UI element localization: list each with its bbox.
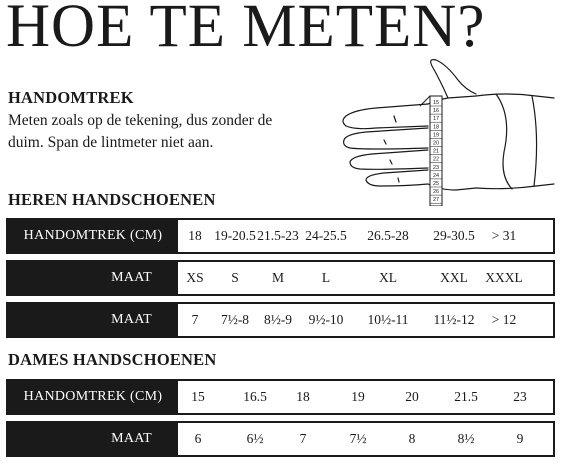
tape-mark-label: 17 bbox=[432, 116, 440, 123]
table-row bbox=[6, 260, 555, 296]
table-row bbox=[6, 218, 555, 254]
table-cell: 21.5-23 bbox=[257, 228, 299, 243]
table-cell: 16.5 bbox=[243, 389, 267, 404]
table-cell: 11½-12 bbox=[433, 312, 475, 327]
row-header: HANDOMTREK (CM) bbox=[8, 220, 178, 252]
tape-mark-label: 16 bbox=[432, 108, 440, 115]
table-cell: M bbox=[271, 270, 285, 285]
dames-size-table bbox=[6, 379, 555, 463]
tape-mark-label: 23 bbox=[432, 164, 440, 171]
table-cell: XXL bbox=[440, 270, 468, 285]
table-cell: 29-30.5 bbox=[433, 228, 475, 243]
row-header: MAAT bbox=[8, 262, 178, 294]
row-header: HANDOMTREK (CM) bbox=[8, 381, 178, 413]
page-title: HOE TE METEN? bbox=[6, 0, 486, 60]
tape-mark-label: 19 bbox=[432, 132, 440, 139]
tape-mark-label: 18 bbox=[432, 124, 440, 131]
table-row bbox=[6, 302, 555, 338]
tape-mark-label: 15 bbox=[432, 100, 440, 106]
table-cell: 7½-8 bbox=[220, 312, 250, 327]
table-cell: 6½ bbox=[246, 431, 264, 446]
table-cell: XL bbox=[379, 270, 397, 285]
table-cell: 23 bbox=[513, 389, 527, 404]
table-cell: 8½ bbox=[457, 431, 475, 446]
instruction-line-2: duim. Span de lintmeter niet aan. bbox=[8, 134, 214, 151]
table-cell: 18 bbox=[296, 389, 310, 404]
table-cell: 20 bbox=[405, 389, 419, 404]
table-cell: 24-25.5 bbox=[305, 228, 347, 243]
table-row bbox=[6, 421, 555, 457]
table-cell: 6 bbox=[194, 431, 202, 446]
table-cell: 19-20.5 bbox=[214, 228, 256, 243]
tape-mark-label: 21 bbox=[432, 148, 440, 155]
table-cell: 7 bbox=[191, 312, 199, 327]
table-cell: 15 bbox=[191, 389, 205, 404]
instruction-line-1: Meten zoals op de tekening, dus zonder de bbox=[8, 112, 273, 129]
handomtrek-heading: HANDOMTREK bbox=[8, 88, 134, 107]
table-cell: 18 bbox=[188, 228, 202, 243]
table-cell: 8½-9 bbox=[263, 312, 293, 327]
table-cell: S bbox=[231, 270, 239, 285]
table-cell: L bbox=[321, 270, 331, 285]
tape-mark-label: 24 bbox=[432, 172, 440, 179]
table-row bbox=[6, 379, 555, 415]
heren-size-table bbox=[6, 218, 555, 344]
table-cell: 9½-10 bbox=[308, 312, 344, 327]
tape-mark-label: 27 bbox=[432, 197, 440, 204]
table-cell: 19 bbox=[351, 389, 365, 404]
row-cells bbox=[178, 423, 553, 455]
table-cell: 8 bbox=[408, 431, 416, 446]
hand-measuring-illustration bbox=[336, 56, 558, 206]
tape-mark-label: 25 bbox=[432, 181, 440, 187]
row-header: MAAT bbox=[8, 423, 178, 455]
tape-mark-label: 26 bbox=[432, 189, 440, 196]
table-cell: > 12 bbox=[491, 312, 517, 327]
tape-mark-label: 20 bbox=[432, 140, 440, 147]
row-cells bbox=[178, 262, 553, 294]
table-cell: 7 bbox=[299, 431, 307, 446]
table-cell: 21.5 bbox=[454, 389, 478, 404]
table-cell: 10½-11 bbox=[367, 312, 409, 327]
tape-mark-label: 22 bbox=[432, 156, 440, 163]
dames-heading: DAMES HANDSCHOENEN bbox=[8, 350, 217, 369]
heren-heading: HEREN HANDSCHOENEN bbox=[8, 190, 216, 209]
table-cell: 26.5-28 bbox=[367, 228, 409, 243]
table-cell: 7½ bbox=[349, 431, 367, 446]
row-cells bbox=[178, 220, 553, 252]
table-cell: > 31 bbox=[491, 228, 517, 243]
table-cell: 9 bbox=[516, 431, 524, 446]
row-header: MAAT bbox=[8, 304, 178, 336]
table-cell: XS bbox=[186, 270, 204, 285]
row-cells bbox=[178, 304, 553, 336]
measure-instructions bbox=[8, 110, 338, 154]
table-cell: XXXL bbox=[485, 270, 523, 285]
row-cells bbox=[178, 381, 553, 413]
